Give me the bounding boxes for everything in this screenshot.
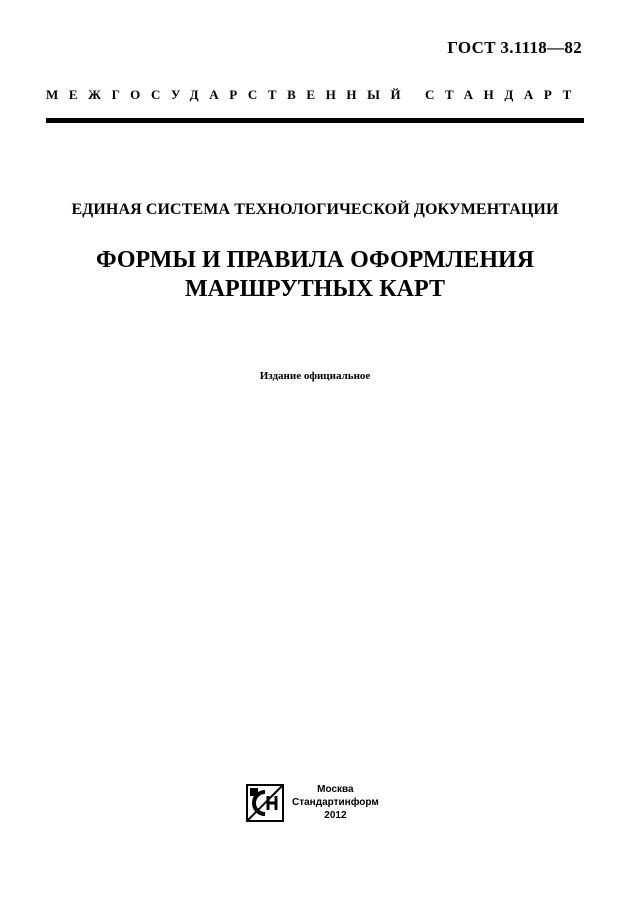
standard-category: МЕЖГОСУДАРСТВЕННЫЙ СТАНДАРТ <box>46 87 582 102</box>
publisher-name: Стандартинформ <box>292 797 379 808</box>
header-rule <box>46 118 584 123</box>
publisher-city: Москва <box>317 784 354 795</box>
standartinform-logo-icon <box>246 784 284 822</box>
edition-label: Издание официальное <box>259 370 371 382</box>
document-title-line-2: МАРШРУТНЫХ КАРТ <box>185 276 445 302</box>
document-title <box>0 246 630 304</box>
standard-code: ГОСТ 3.1118—82 <box>447 38 582 57</box>
publisher-block <box>246 783 379 822</box>
document-title-line-1: ФОРМЫ И ПРАВИЛА ОФОРМЛЕНИЯ <box>95 247 535 273</box>
publisher-text <box>292 783 379 822</box>
system-title: ЕДИНАЯ СИСТЕМА ТЕХНОЛОГИЧЕСКОЙ ДОКУМЕНТАЦИИ <box>71 201 559 218</box>
publication-year: 2012 <box>324 810 347 821</box>
